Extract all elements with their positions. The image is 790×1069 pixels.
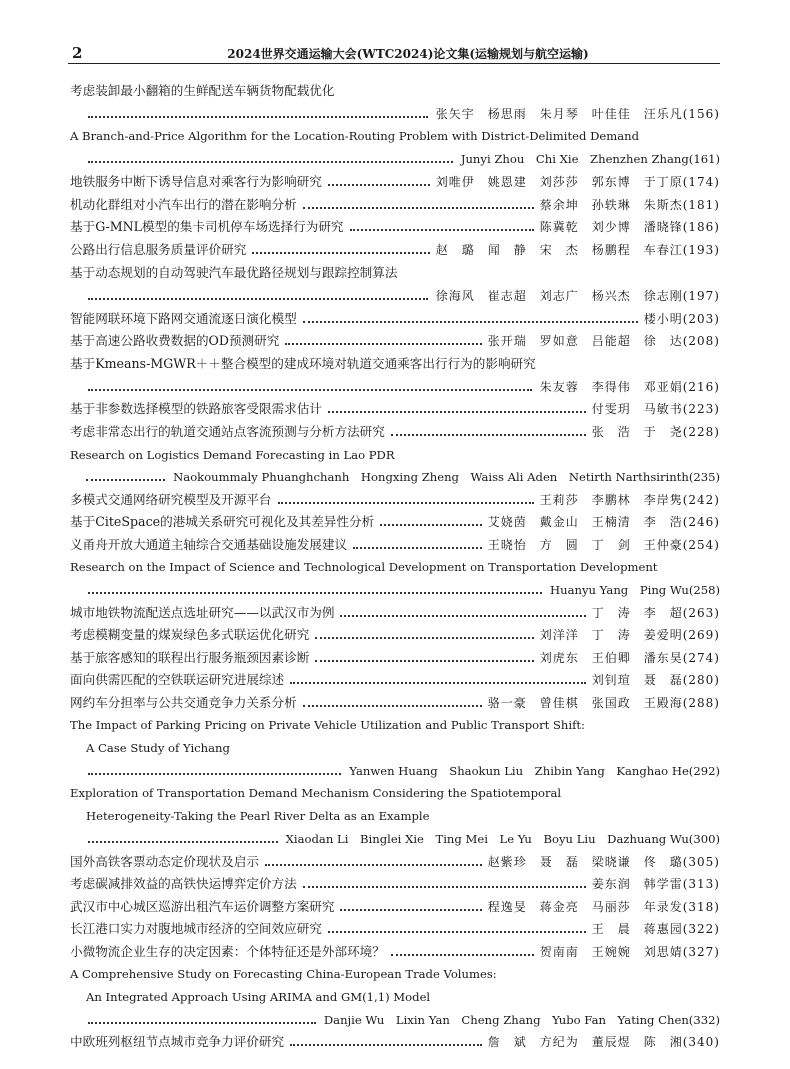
toc-entry-authors: 刘虎东 王伯卿 潘东昊(274)	[539, 651, 720, 665]
running-title: 2024世界交通运输大会(WTC2024)论文集(运输规划与航空运输)	[227, 47, 589, 61]
dot-leader	[88, 161, 453, 163]
toc-entry-title: 国外高铁客票动态定价现状及启示	[70, 854, 259, 869]
dot-leader	[303, 207, 534, 209]
toc-entry-title: 网约车分担率与公共交通竞争力关系分析	[70, 695, 297, 710]
toc-entry-title[interactable]: Research on the Impact of Science and Technological Development on Transportation Development	[70, 560, 658, 574]
toc-entry-authors: 陈冀乾 刘少博 潘晓锋(186)	[539, 220, 720, 234]
toc-entry-title[interactable]: 考虑装卸最小翻箱的生鲜配送车辆货物配载优化	[70, 83, 335, 98]
dot-leader	[380, 524, 482, 526]
toc-entry-title: 基于非参数选择模型的铁路旅客受限需求估计	[70, 401, 322, 416]
toc-entry-authors-line	[70, 466, 720, 488]
toc-entry-title: 考虑非常态出行的轨道交通站点客流预测与分析方法研究	[70, 424, 385, 439]
dot-leader	[328, 411, 586, 413]
toc-entry-authors: Yanwen Huang Shaokun Liu Zhibin Yang Kanghao He(292)	[349, 764, 720, 778]
toc-entry-authors: Xiaodan Li Binglei Xie Ting Mei Le Yu Boyu Liu Dazhuang Wu(300)	[285, 832, 720, 846]
toc-entry-authors-line	[70, 760, 720, 782]
dot-leader	[315, 660, 533, 662]
toc-entry-title-cont: Heterogeneity-Taking the Pearl River Delta as an Example	[86, 809, 430, 823]
toc-entry-authors: 付雯玥 马敏书(223)	[591, 402, 720, 416]
toc-entry-title: 多模式交通网络研究模型及开源平台	[70, 492, 272, 507]
dot-leader	[340, 615, 585, 617]
toc-entry-authors: 张 浩 于 尧(228)	[591, 425, 720, 439]
toc-entry-authors-line	[70, 828, 720, 850]
toc-entry[interactable]	[70, 171, 720, 193]
toc-entry-title-cont: A Case Study of Yichang	[86, 741, 230, 755]
toc-entry-authors: 王晓怡 方 圆 丁 剑 王仲豪(254)	[487, 538, 720, 552]
toc-entry[interactable]	[70, 896, 720, 918]
toc-entry-title: 义甬舟开放大通道主轴综合交通基础设施发展建议	[70, 537, 348, 552]
dot-leader	[303, 705, 482, 707]
dot-leader	[391, 954, 534, 956]
toc-entry[interactable]	[70, 239, 720, 261]
toc-entry[interactable]	[70, 308, 720, 330]
toc-entry-title: 基于CiteSpace的港城关系研究可视化及其差异性分析	[70, 514, 375, 529]
toc-entry-authors: 艾娆茵 戴金山 王楠清 李 浩(246)	[487, 515, 720, 529]
dot-leader	[88, 592, 542, 594]
toc-entry[interactable]	[70, 692, 720, 714]
toc-entry-authors: 骆一豪 曾佳棋 张国政 王殿海(288)	[487, 696, 720, 710]
toc-entry-authors: 贺南南 王婉婉 刘思婧(327)	[539, 945, 720, 959]
toc-entry-authors: 詹 斌 方纪为 董辰煜 陈 湘(340)	[487, 1035, 720, 1049]
dot-leader	[303, 321, 638, 323]
dot-leader	[391, 434, 586, 436]
toc-entry-authors: 丁 涛 李 超(263)	[591, 606, 720, 620]
dot-leader	[88, 298, 428, 300]
toc-entry-authors-line	[70, 376, 720, 398]
dot-leader	[328, 931, 586, 933]
toc-entry[interactable]	[70, 647, 720, 669]
toc-entry[interactable]	[70, 511, 720, 533]
dot-leader	[350, 229, 534, 231]
toc-entry-authors: 王莉莎 李鹏林 李岸隽(242)	[539, 493, 720, 507]
toc-entry-authors: Junyi Zhou Chi Xie Zhenzhen Zhang(161)	[460, 152, 720, 166]
toc-entry-title[interactable]: The Impact of Parking Pricing on Private Vehicle Utilization and Public Transport Shift:	[70, 718, 585, 732]
toc-entry-title: 考虑模糊变量的煤炭绿色多式联运优化研究	[70, 627, 310, 642]
dot-leader	[303, 886, 586, 888]
dot-leader	[88, 773, 341, 775]
toc-entry-authors: 赵 璐 闻 静 宋 杰 杨鹏程 车春江(193)	[435, 243, 720, 257]
toc-entry-authors: 刘钊瑄 聂 磊(280)	[591, 673, 720, 687]
toc-entry-title[interactable]: 基于Kmeans-MGWR＋＋整合模型的建成环境对轨道交通乘客出行行为的影响研究	[70, 356, 536, 371]
toc-entry-authors: 徐海风 崔志超 刘志广 杨兴杰 徐志刚(197)	[435, 289, 720, 303]
dot-leader	[265, 864, 482, 866]
toc-entry-title: 智能网联环境下路网交通流逐日演化模型	[70, 311, 297, 326]
toc-entry-authors: 赵紫珍 聂 磊 梁晓谦 佟 璐(305)	[487, 855, 720, 869]
toc-entry-title[interactable]: 基于动态规划的自动驾驶汽车最优路径规划与跟踪控制算法	[70, 265, 398, 280]
toc-entry[interactable]	[70, 216, 720, 238]
dot-leader	[290, 682, 586, 684]
page-number: 2	[72, 44, 83, 62]
toc-entry-authors: 程逸旻 蒋金亮 马丽莎 年录发(318)	[487, 900, 720, 914]
toc-entry-title: 机动化群组对小汽车出行的潜在影响分析	[70, 197, 297, 212]
toc-entry[interactable]	[70, 602, 720, 624]
dot-leader	[88, 841, 278, 843]
toc-entry-title[interactable]: A Comprehensive Study on Forecasting China-European Trade Volumes:	[70, 967, 497, 981]
toc-entry-authors-line	[70, 1009, 720, 1031]
toc-entry-title: 地铁服务中断下诱导信息对乘客行为影响研究	[70, 174, 322, 189]
toc-entry-authors: 姜东润 韩学雷(313)	[591, 877, 720, 891]
toc-entry-title: 面向供需匹配的空铁联运研究进展综述	[70, 672, 285, 687]
dot-leader	[340, 909, 481, 911]
toc-entry-title[interactable]: A Branch-and-Price Algorithm for the Location-Routing Problem with District-Delimited Demand	[70, 129, 640, 143]
toc-entry-title: 长江港口实力对腹地城市经济的空间效应研究	[70, 921, 322, 936]
toc-entry-title: 考虑碳减排效益的高铁快运博弈定价方法	[70, 876, 297, 891]
toc-entry-title: 中欧班列枢纽节点城市竞争力评价研究	[70, 1034, 285, 1049]
dot-leader	[88, 116, 428, 118]
toc-entry-title: 武汉市中心城区巡游出租汽车运价调整方案研究	[70, 899, 335, 914]
toc-entry-title: 小微物流企业生存的决定因素：个体特征还是外部环境？	[70, 944, 385, 959]
dot-leader	[86, 479, 165, 481]
toc-entry-authors: 张开瑞 罗如意 吕能超 徐 达(208)	[487, 334, 720, 348]
toc-entry[interactable]	[70, 851, 720, 873]
toc-entry[interactable]	[70, 534, 720, 556]
toc-entry[interactable]	[70, 398, 720, 420]
toc-entry[interactable]	[70, 330, 720, 352]
dot-leader	[88, 389, 532, 391]
toc-entry-authors: 王 晨 蒋惠园(322)	[591, 922, 720, 936]
toc-entry-authors: Huanyu Yang Ping Wu(258)	[550, 583, 720, 597]
toc-entry-title: 基于高速公路收费数据的OD预测研究	[70, 333, 280, 348]
toc-entry-title-cont: An Integrated Approach Using ARIMA and GM(1,1) Model	[86, 990, 431, 1004]
toc-entry-authors-line	[70, 285, 720, 307]
toc-entry[interactable]	[70, 918, 720, 940]
toc-entry[interactable]	[70, 421, 720, 443]
toc-entry-authors: 楼小明(203)	[643, 312, 720, 326]
toc-entry-title[interactable]: Research on Logistics Demand Forecasting in Lao PDR	[70, 448, 395, 462]
toc-entry-authors: 朱友蓉 李得伟 邓亚娟(216)	[539, 380, 720, 394]
dot-leader	[252, 252, 429, 254]
dot-leader	[353, 547, 482, 549]
toc-entry-authors: 蔡余坤 孙轶琳 朱斯杰(181)	[539, 198, 720, 212]
toc-entry-authors: Naokoummaly Phuanghchanh Hongxing Zheng Waiss Ali Aden Netirth Narthsirinth(235)	[173, 470, 720, 484]
toc-entry[interactable]	[70, 941, 720, 963]
toc-entry-authors-line	[70, 103, 720, 125]
toc-entry[interactable]	[70, 873, 720, 895]
toc-entry-title: 基于旅客感知的联程出行服务瓶颈因素诊断	[70, 650, 310, 665]
toc-entry[interactable]	[70, 624, 720, 646]
toc-entry-authors: Danjie Wu Lixin Yan Cheng Zhang Yubo Fan Yating Chen(332)	[323, 1013, 720, 1027]
toc-entry-title[interactable]: Exploration of Transportation Demand Mechanism Considering the Spatiotemporal	[70, 786, 562, 800]
toc-entry-authors-line	[70, 579, 720, 601]
dot-leader	[328, 184, 430, 186]
toc-entry-authors-line	[70, 148, 720, 170]
toc-entry-authors: 刘洋洋 丁 涛 姜爱明(269)	[539, 628, 720, 642]
toc-entry-title: 公路出行信息服务质量评价研究	[70, 242, 247, 257]
toc-entry[interactable]	[70, 669, 720, 691]
toc-entry-title: 基于G-MNL模型的集卡司机停车场选择行为研究	[70, 219, 344, 234]
toc-entry-authors: 张矢宇 杨思雨 朱月琴 叶佳佳 汪乐凡(156)	[435, 107, 720, 121]
toc-entry[interactable]	[70, 1031, 720, 1053]
dot-leader	[290, 1044, 482, 1046]
dot-leader	[278, 502, 534, 504]
dot-leader	[285, 343, 481, 345]
toc-entry-authors: 刘唯伊 姚恩建 刘莎莎 郭东博 于丁原(174)	[435, 175, 720, 189]
toc-entry-title: 城市地铁物流配送点选址研究——以武汉市为例	[70, 605, 335, 620]
toc-entry[interactable]	[70, 489, 720, 511]
toc-entry[interactable]	[70, 194, 720, 216]
dot-leader	[315, 637, 533, 639]
dot-leader	[88, 1022, 316, 1024]
